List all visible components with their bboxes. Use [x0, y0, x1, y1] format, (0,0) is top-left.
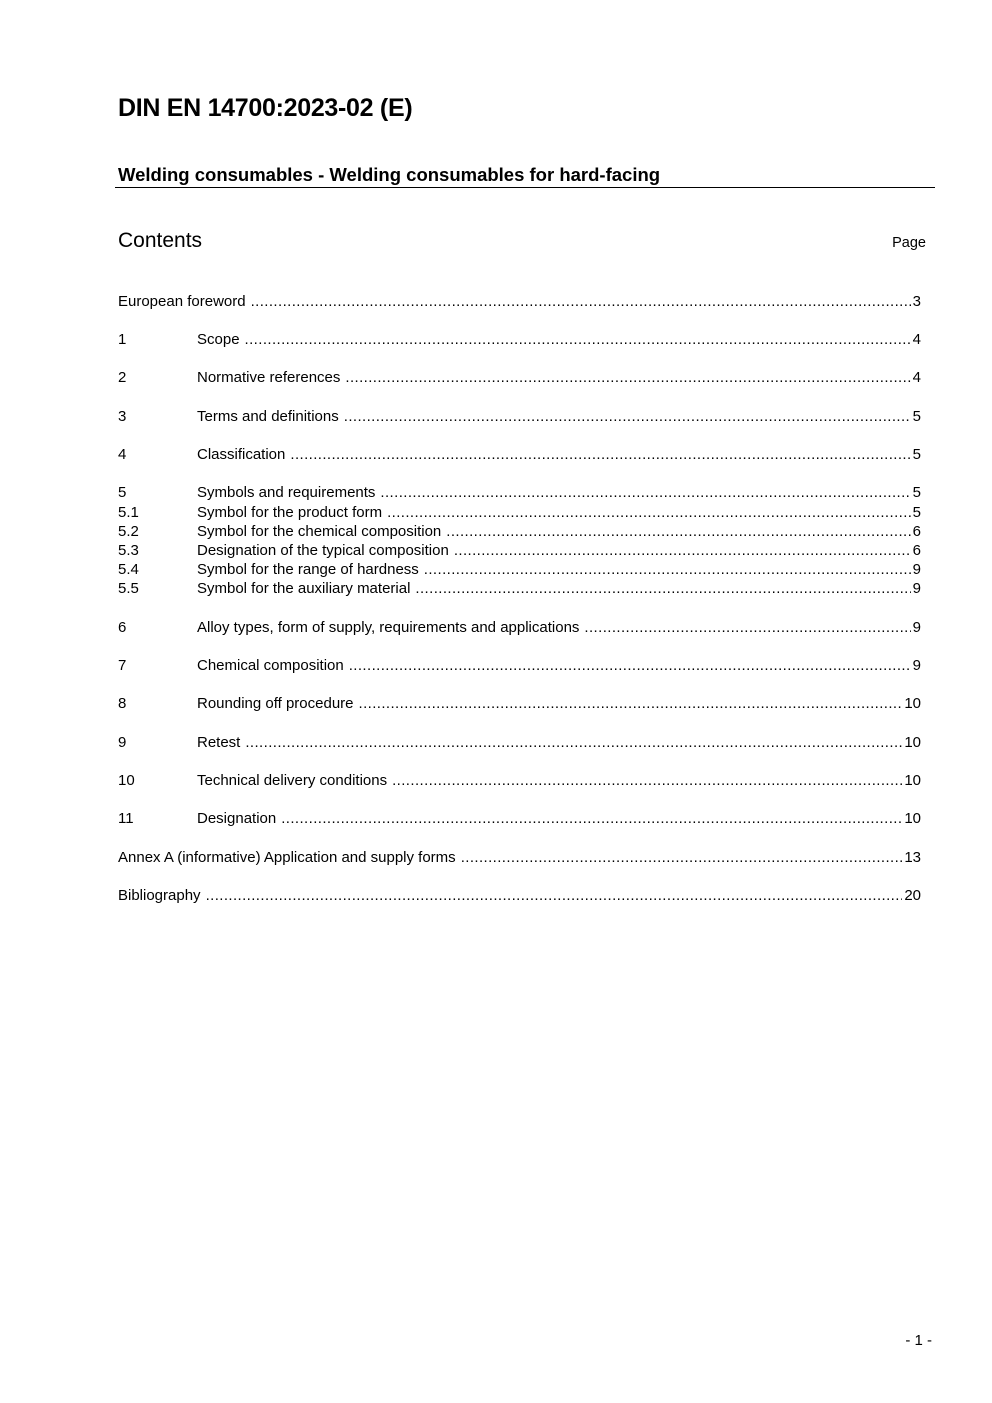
toc-entry-number: 5.2 — [118, 523, 139, 540]
toc-entry-title: Classification — [197, 446, 286, 463]
toc-entry-number: 1 — [118, 331, 127, 348]
toc-entry-title: Scope — [197, 331, 240, 348]
toc-entry-title: Bibliography — [118, 887, 201, 904]
toc-entry-page: 4 — [912, 369, 921, 386]
toc-dot-leader — [206, 886, 903, 905]
toc-dot-leader — [344, 407, 911, 426]
toc-entry-title: Technical delivery conditions — [197, 772, 388, 789]
toc-entry-title: Designation of the typical composition — [197, 542, 449, 559]
toc-entry-title: Symbol for the product form — [197, 504, 383, 521]
toc-entry-number: 8 — [118, 695, 127, 712]
toc-entry-number: 7 — [118, 657, 127, 674]
toc-entry-8[interactable] — [118, 694, 921, 713]
toc-entry-title: Terms and definitions — [197, 408, 339, 425]
toc-entry-title: Chemical composition — [197, 657, 344, 674]
toc-entry-number: 3 — [118, 408, 127, 425]
toc-entry-5-5[interactable] — [118, 579, 921, 598]
toc-entry-foreword[interactable] — [118, 292, 921, 311]
toc-dot-leader — [392, 771, 902, 790]
page-number: - 1 - — [905, 1332, 932, 1349]
toc-dot-leader — [245, 733, 902, 752]
toc-entry-title: Symbol for the chemical composition — [197, 523, 442, 540]
toc-entry-title: Normative references — [197, 369, 341, 386]
toc-entry-5-1[interactable] — [118, 503, 921, 522]
toc-entry-page: 9 — [912, 619, 921, 636]
toc-entry-page: 9 — [912, 657, 921, 674]
toc-entry-page: 5 — [912, 484, 921, 501]
toc-dot-leader — [446, 522, 910, 541]
toc-entry-number: 5.5 — [118, 580, 139, 597]
toc-dot-leader — [359, 694, 903, 713]
toc-dot-leader — [290, 445, 910, 464]
toc-entry-10[interactable] — [118, 771, 921, 790]
toc-entry-page: 13 — [904, 849, 921, 866]
toc-entry-3[interactable] — [118, 407, 921, 426]
toc-entry-11[interactable] — [118, 809, 921, 828]
toc-dot-leader — [454, 541, 911, 560]
toc-entry-4[interactable] — [118, 445, 921, 464]
toc-entry-title: Symbols and requirements — [197, 484, 376, 501]
toc-entry-title: Symbol for the auxiliary material — [197, 580, 411, 597]
toc-entry-page: 9 — [912, 580, 921, 597]
toc-entry-title: Alloy types, form of supply, requirements and applications — [197, 619, 580, 636]
toc-entry-page: 3 — [912, 293, 921, 310]
toc-dot-leader — [281, 809, 902, 828]
toc-entry-page: 4 — [912, 331, 921, 348]
toc-dot-leader — [424, 560, 911, 579]
toc-entry-page: 9 — [912, 561, 921, 578]
toc-dot-leader — [387, 503, 911, 522]
toc-dot-leader — [415, 579, 910, 598]
title-divider — [115, 187, 935, 188]
toc-entry-page: 5 — [912, 446, 921, 463]
toc-entry-page: 10 — [904, 695, 921, 712]
page-column-label: Page — [892, 235, 926, 251]
toc-entry-annex-a[interactable] — [118, 848, 921, 867]
toc-entry-number: 4 — [118, 446, 127, 463]
toc-entry-number: 6 — [118, 619, 127, 636]
toc-entry-5-2[interactable] — [118, 522, 921, 541]
toc-entry-page: 20 — [904, 887, 921, 904]
document-title: DIN EN 14700:2023-02 (E) — [118, 94, 413, 122]
toc-entry-page: 5 — [912, 408, 921, 425]
toc-entry-1[interactable] — [118, 330, 921, 349]
toc-entry-title: Rounding off procedure — [197, 695, 354, 712]
toc-entry-title: Annex A (informative) Application and supply forms — [118, 849, 456, 866]
toc-entry-number: 5.3 — [118, 542, 139, 559]
toc-dot-leader — [251, 292, 911, 311]
toc-entry-5[interactable] — [118, 483, 921, 502]
toc-entry-page: 6 — [912, 542, 921, 559]
toc-entry-page: 10 — [904, 810, 921, 827]
toc-entry-6[interactable] — [118, 618, 921, 637]
toc-entry-title: Designation — [197, 810, 277, 827]
document-subtitle: Welding consumables - Welding consumables for hard-facing — [118, 164, 661, 185]
toc-entry-title: European foreword — [118, 293, 246, 310]
toc-dot-leader — [461, 848, 903, 867]
toc-entry-number: 11 — [118, 810, 134, 827]
toc-entry-7[interactable] — [118, 656, 921, 675]
toc-entry-bibliography[interactable] — [118, 886, 921, 905]
toc-entry-page: 10 — [904, 734, 921, 751]
toc-entry-5-3[interactable] — [118, 541, 921, 560]
toc-dot-leader — [584, 618, 910, 637]
toc-dot-leader — [380, 483, 910, 502]
toc-entry-number: 5 — [118, 484, 127, 501]
toc-entry-title: Symbol for the range of hardness — [197, 561, 419, 578]
toc-entry-number: 2 — [118, 369, 127, 386]
toc-dot-leader — [345, 368, 910, 387]
toc-entry-page: 10 — [904, 772, 921, 789]
toc-entry-number: 9 — [118, 734, 127, 751]
toc-dot-leader — [245, 330, 911, 349]
toc-entry-title: Retest — [197, 734, 241, 751]
toc-entry-number: 10 — [118, 772, 135, 789]
toc-dot-leader — [349, 656, 911, 675]
toc-entry-number: 5.1 — [118, 504, 139, 521]
toc-entry-page: 6 — [912, 523, 921, 540]
contents-heading: Contents — [118, 229, 203, 252]
toc-entry-5-4[interactable] — [118, 560, 921, 579]
toc-entry-page: 5 — [912, 504, 921, 521]
toc-entry-9[interactable] — [118, 733, 921, 752]
toc-entry-number: 5.4 — [118, 561, 139, 578]
toc-entry-2[interactable] — [118, 368, 921, 387]
